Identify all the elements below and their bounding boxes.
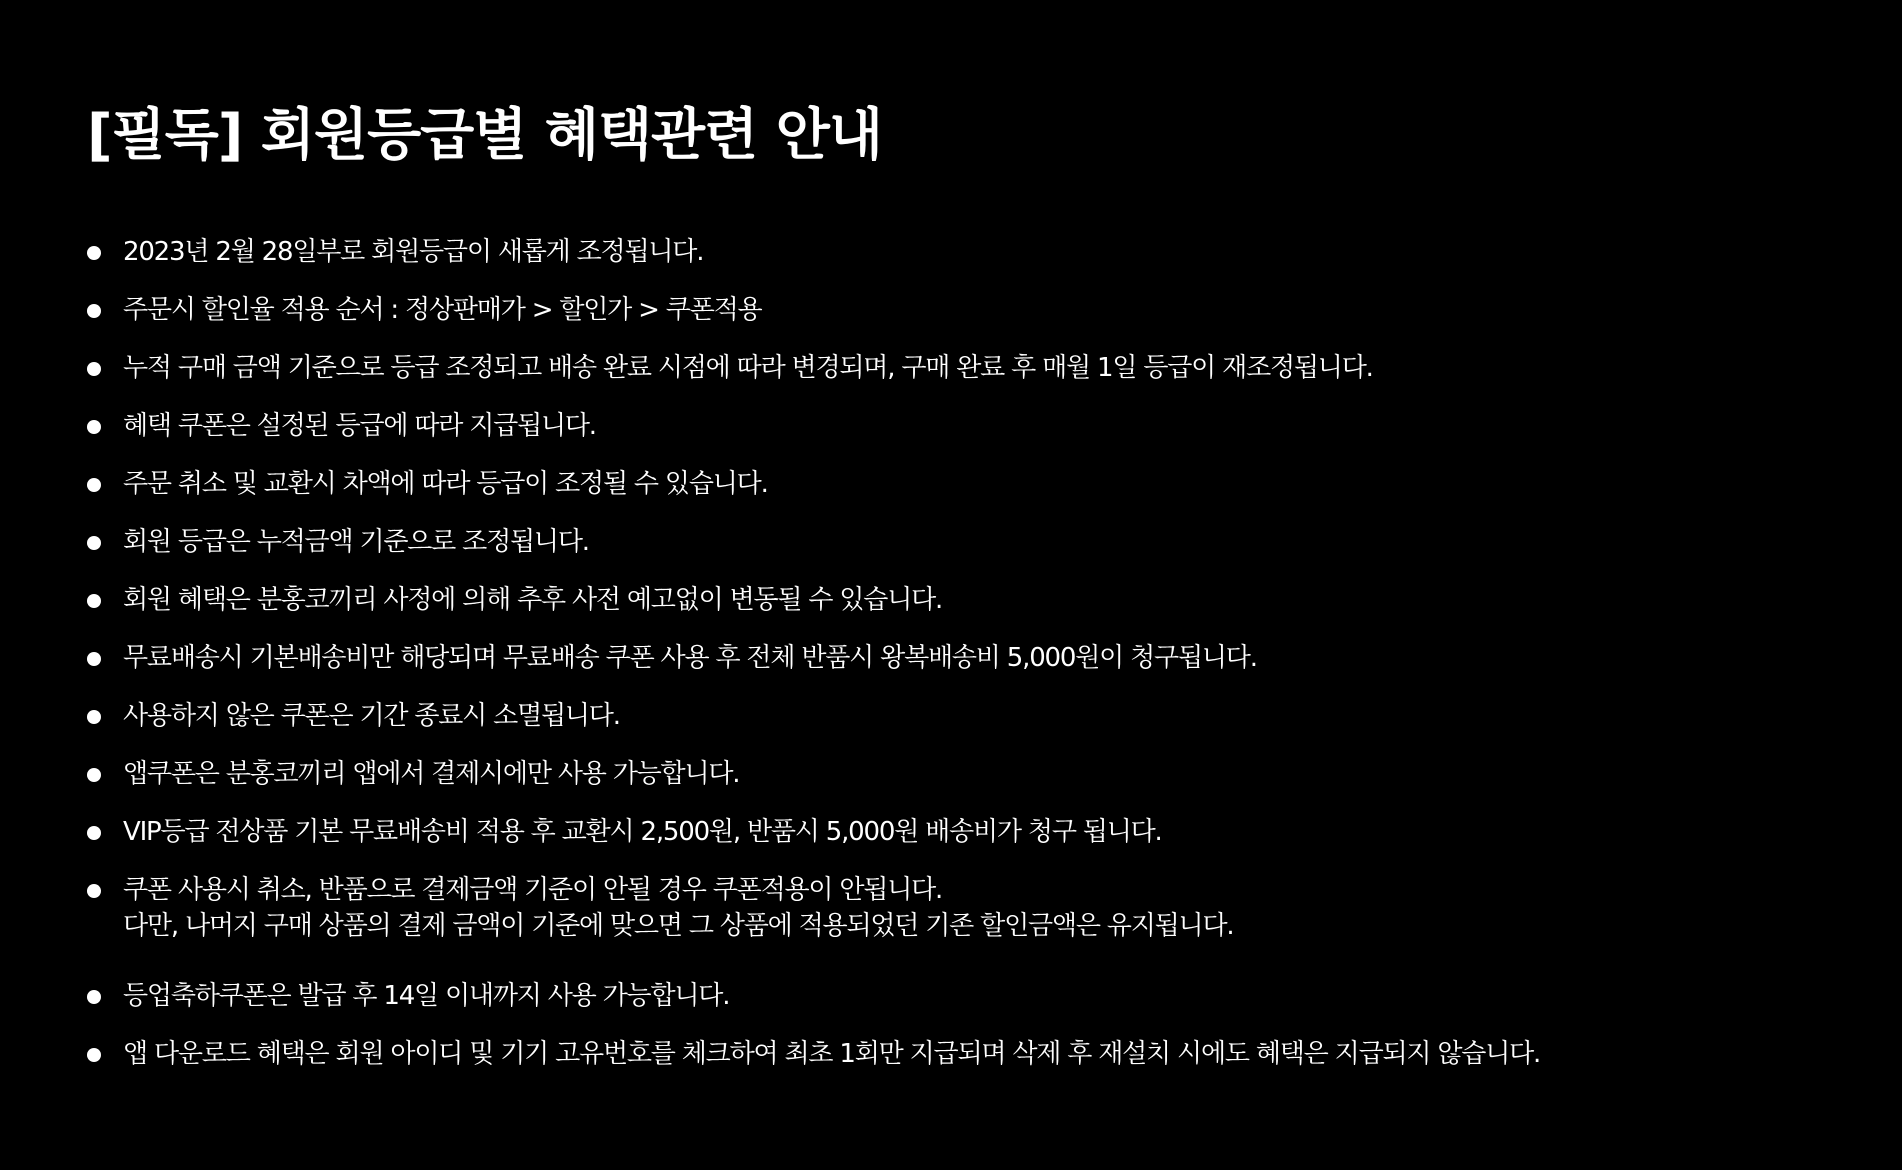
bullet-icon bbox=[87, 594, 101, 608]
notice-list bbox=[87, 234, 1847, 1072]
notice-panel bbox=[87, 96, 1847, 1094]
bullet-icon bbox=[87, 1048, 101, 1062]
list-item bbox=[87, 524, 1847, 560]
list-item-text: 혜택 쿠폰은 설정된 등급에 따라 지급됩니다. bbox=[123, 411, 596, 441]
list-item-text: 2023년 2월 28일부로 회원등급이 새롭게 조정됩니다. bbox=[123, 237, 704, 267]
list-item bbox=[87, 234, 1847, 270]
list-item bbox=[87, 756, 1847, 792]
list-item-text: 회원 혜택은 분홍코끼리 사정에 의해 추후 사전 예고없이 변동될 수 있습니다. bbox=[123, 585, 943, 615]
list-item-text: 누적 구매 금액 기준으로 등급 조정되고 배송 완료 시점에 따라 변경되며, 구매 완료 후 매월 1일 등급이 재조정됩니다. bbox=[123, 353, 1373, 383]
bullet-icon bbox=[87, 478, 101, 492]
bullet-icon bbox=[87, 246, 101, 260]
bullet-icon bbox=[87, 990, 101, 1004]
list-item bbox=[87, 814, 1847, 850]
list-item-text: 앱쿠폰은 분홍코끼리 앱에서 결제시에만 사용 가능합니다. bbox=[123, 759, 740, 789]
page-title: [필독] 회원등급별 혜택관련 안내 bbox=[87, 103, 882, 168]
bullet-icon bbox=[87, 652, 101, 666]
list-item-text: 등업축하쿠폰은 발급 후 14일 이내까지 사용 가능합니다. bbox=[123, 981, 730, 1011]
list-item bbox=[87, 978, 1847, 1014]
list-item-text: 주문시 할인율 적용 순서 : 정상판매가 > 할인가 > 쿠폰적용 bbox=[123, 295, 762, 325]
list-item bbox=[87, 872, 1847, 944]
bullet-icon bbox=[87, 536, 101, 550]
list-item-text: 쿠폰 사용시 취소, 반품으로 결제금액 기준이 안될 경우 쿠폰적용이 안됩니다. bbox=[123, 875, 943, 905]
list-item bbox=[87, 292, 1847, 328]
list-item bbox=[87, 698, 1847, 734]
list-item bbox=[87, 582, 1847, 618]
list-item bbox=[87, 350, 1847, 386]
list-item-text: 회원 등급은 누적금액 기준으로 조정됩니다. bbox=[123, 527, 589, 557]
list-item-text: 사용하지 않은 쿠폰은 기간 종료시 소멸됩니다. bbox=[123, 701, 620, 731]
list-item-text: 주문 취소 및 교환시 차액에 따라 등급이 조정될 수 있습니다. bbox=[123, 469, 768, 499]
bullet-icon bbox=[87, 362, 101, 376]
bullet-icon bbox=[87, 768, 101, 782]
list-item bbox=[87, 1036, 1847, 1072]
list-item bbox=[87, 408, 1847, 444]
list-item-text: 앱 다운로드 혜택은 회원 아이디 및 기기 고유번호를 체크하여 최초 1회만 지급되며 삭제 후 재설치 시에도 혜택은 지급되지 않습니다. bbox=[123, 1039, 1541, 1069]
bullet-icon bbox=[87, 304, 101, 318]
bullet-icon bbox=[87, 826, 101, 840]
list-item-text-continued: 다만, 나머지 구매 상품의 결제 금액이 기준에 맞으면 그 상품에 적용되었던 기존 할인금액은 유지됩니다. bbox=[123, 911, 1234, 941]
list-item bbox=[87, 466, 1847, 502]
list-item bbox=[87, 640, 1847, 676]
bullet-icon bbox=[87, 420, 101, 434]
bullet-icon bbox=[87, 710, 101, 724]
list-item-text: 무료배송시 기본배송비만 해당되며 무료배송 쿠폰 사용 후 전체 반품시 왕복배송비 5,000원이 청구됩니다. bbox=[123, 643, 1257, 673]
bullet-icon bbox=[87, 884, 101, 898]
list-item-text: VIP등급 전상품 기본 무료배송비 적용 후 교환시 2,500원, 반품시 5,000원 배송비가 청구 됩니다. bbox=[123, 817, 1162, 847]
